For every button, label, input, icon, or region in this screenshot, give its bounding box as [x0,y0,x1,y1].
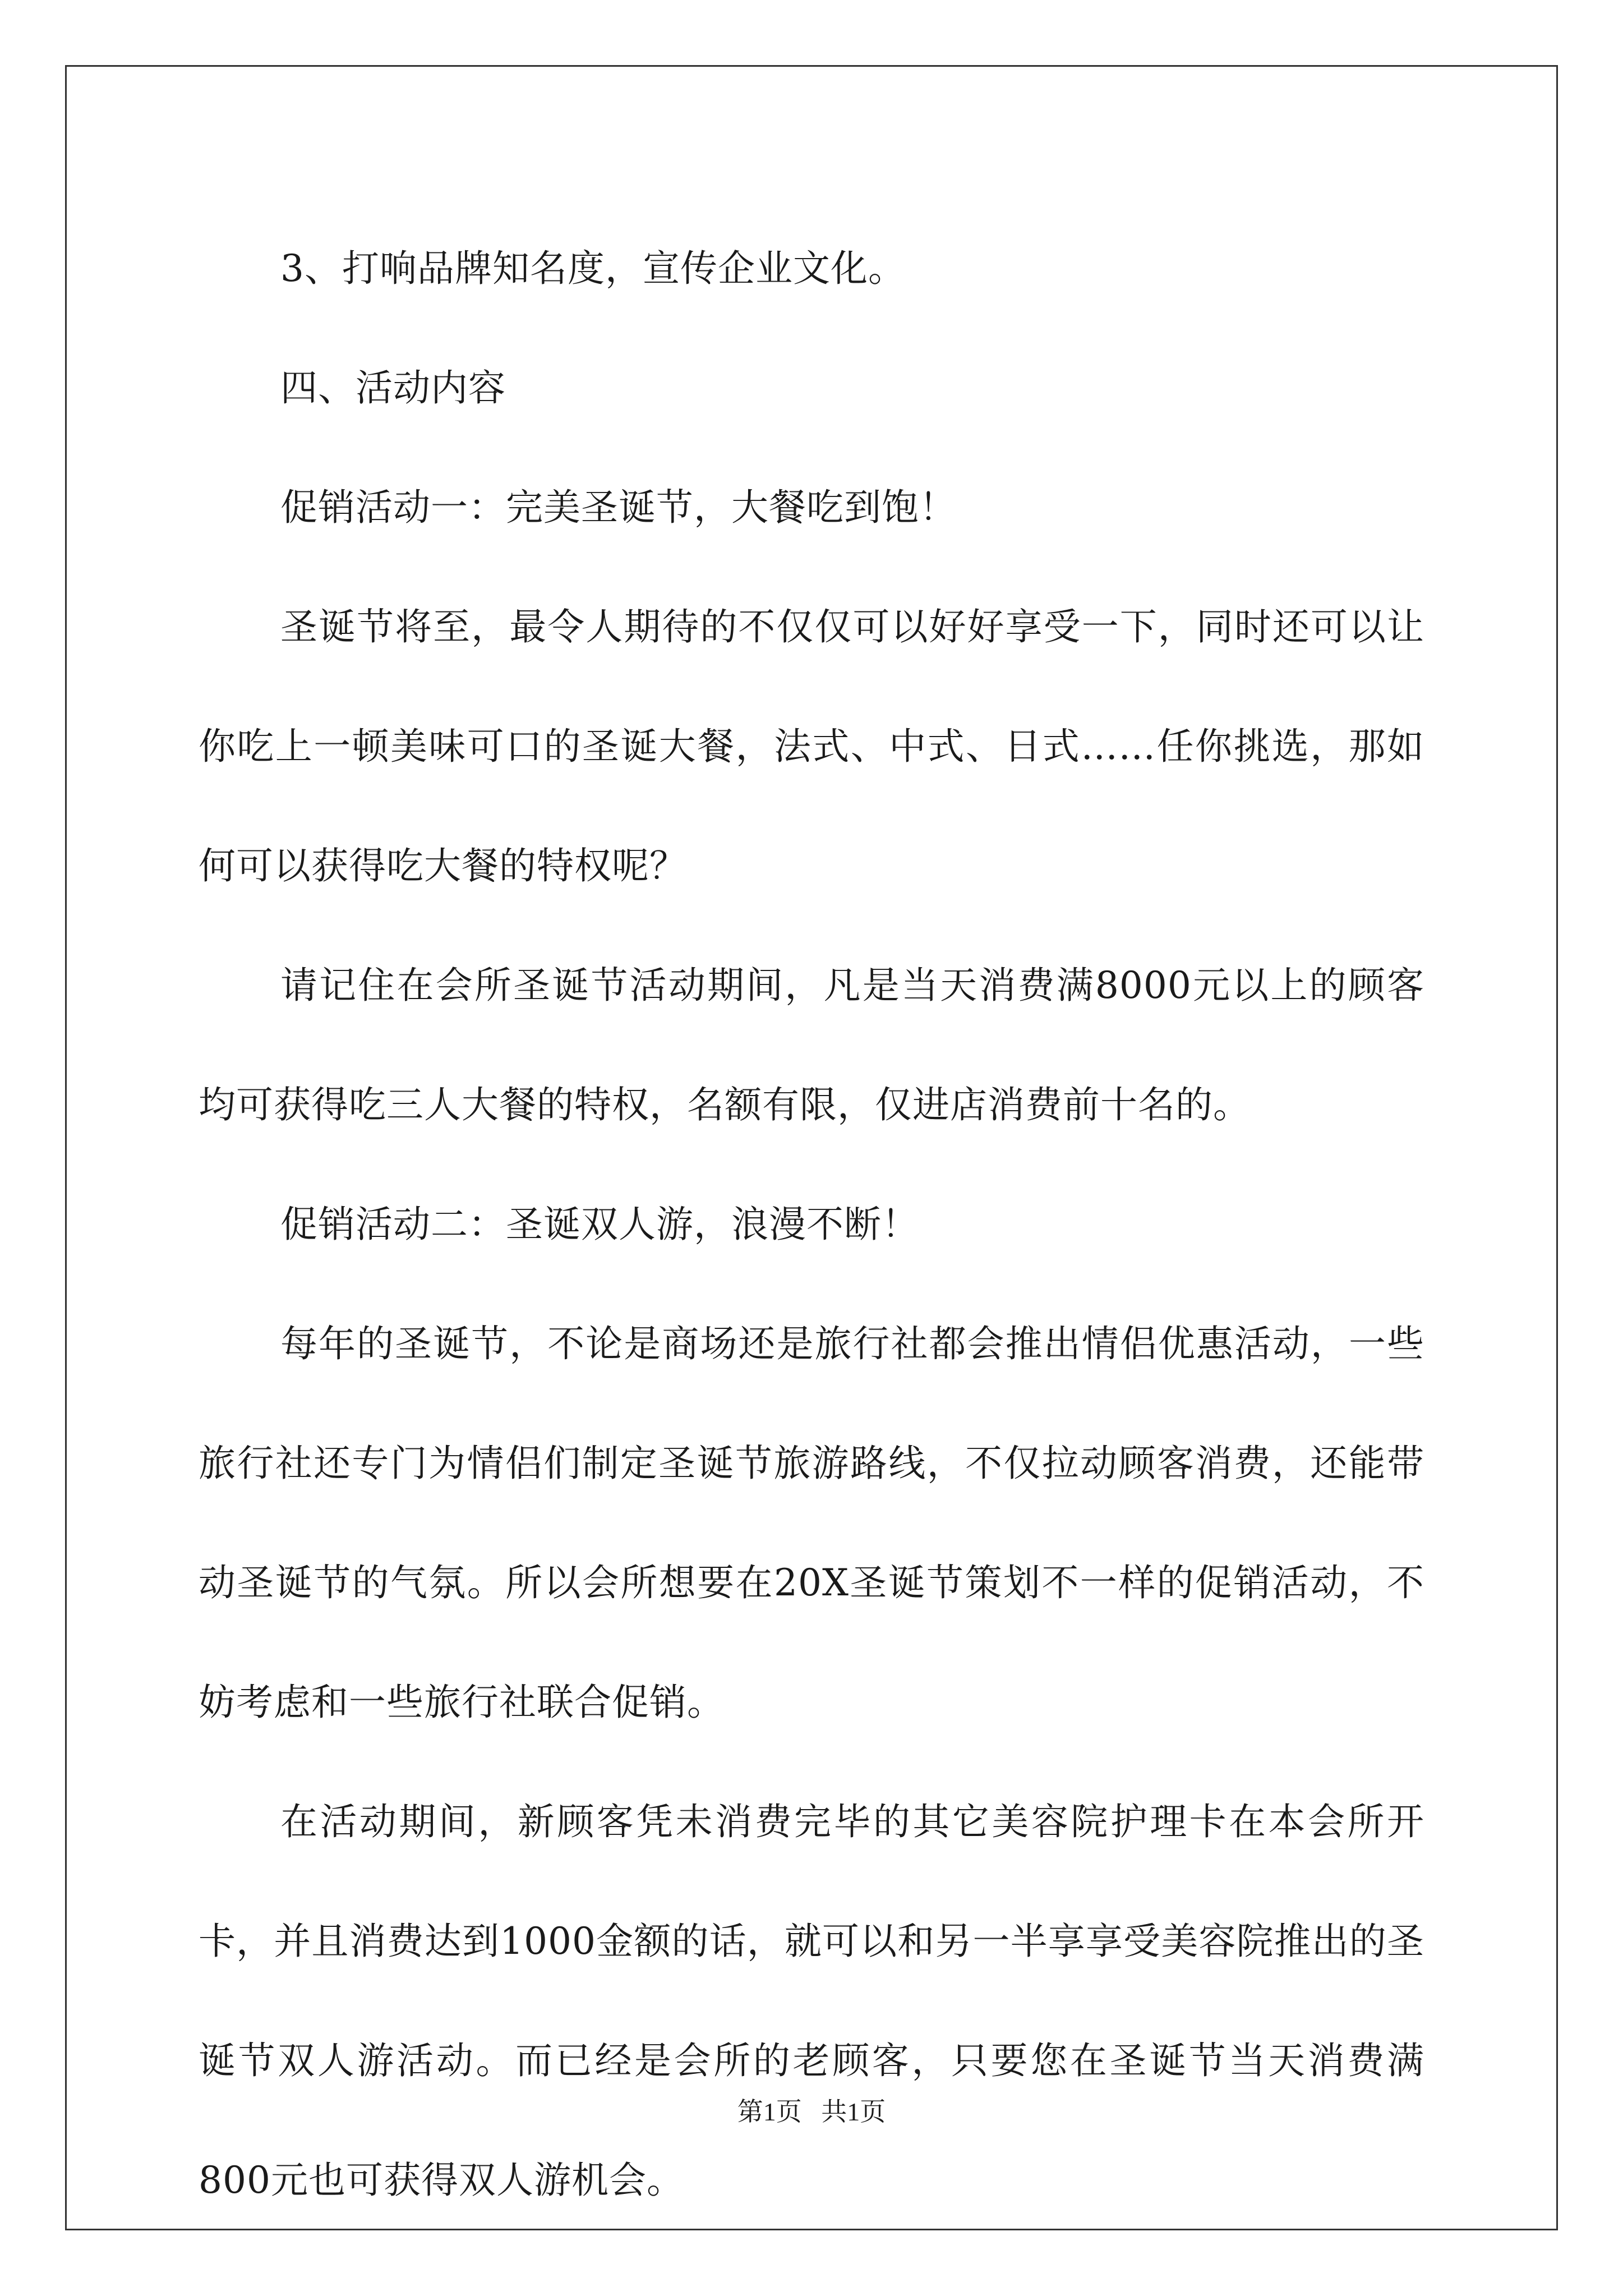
paragraph-dinner-condition: 请记住在会所圣诞节活动期间，凡是当天消费满8000元以上的顾客均可获得吃三人大餐的特权，名额有限，仅进店消费前十名的。 [199,964,1424,1126]
promotion-2-heading: 促销活动二：圣诞双人游，浪漫不断！ [280,1203,919,1246]
document-body [199,209,1424,2240]
page-total: 共1页 [821,2097,886,2126]
paragraph-goal-3: 3、打响品牌知名度，宣传企业文化。 [280,247,906,290]
section-heading-activity-content: 四、活动内容 [280,366,506,409]
paragraph-christmas-dinner: 圣诞节将至，最令人期待的不仅仅可以好好享受一下，同时还可以让你吃上一顿美味可口的圣诞大餐，法式、中式、日式……任你挑选，那如何可以获得吃大餐的特权呢？ [199,605,1424,887]
paragraph-couple-travel: 每年的圣诞节，不论是商场还是旅行社都会推出情侣优惠活动，一些旅行社还专门为情侣们制定圣诞节旅游路线，不仅拉动顾客消费，还能带动圣诞节的气氛。所以会所想要在20X圣诞节策划不一样的促销活动，不妨考虑和一些旅行社联合促销。 [199,1322,1424,1724]
page-number: 第1页 [737,2097,802,2126]
promotion-1-heading: 促销活动一：完美圣诞节，大餐吃到饱！ [280,486,957,529]
page-footer [0,2095,1623,2129]
paragraph-travel-condition: 在活动期间，新顾客凭未消费完毕的其它美容院护理卡在本会所开卡，并且消费达到1000金额的话，就可以和另一半享享受美容院推出的圣诞节双人游活动。而已经是会所的老顾客，只要您在圣诞节当天消费满800元也可获得双人游机会。 [199,1800,1424,2202]
